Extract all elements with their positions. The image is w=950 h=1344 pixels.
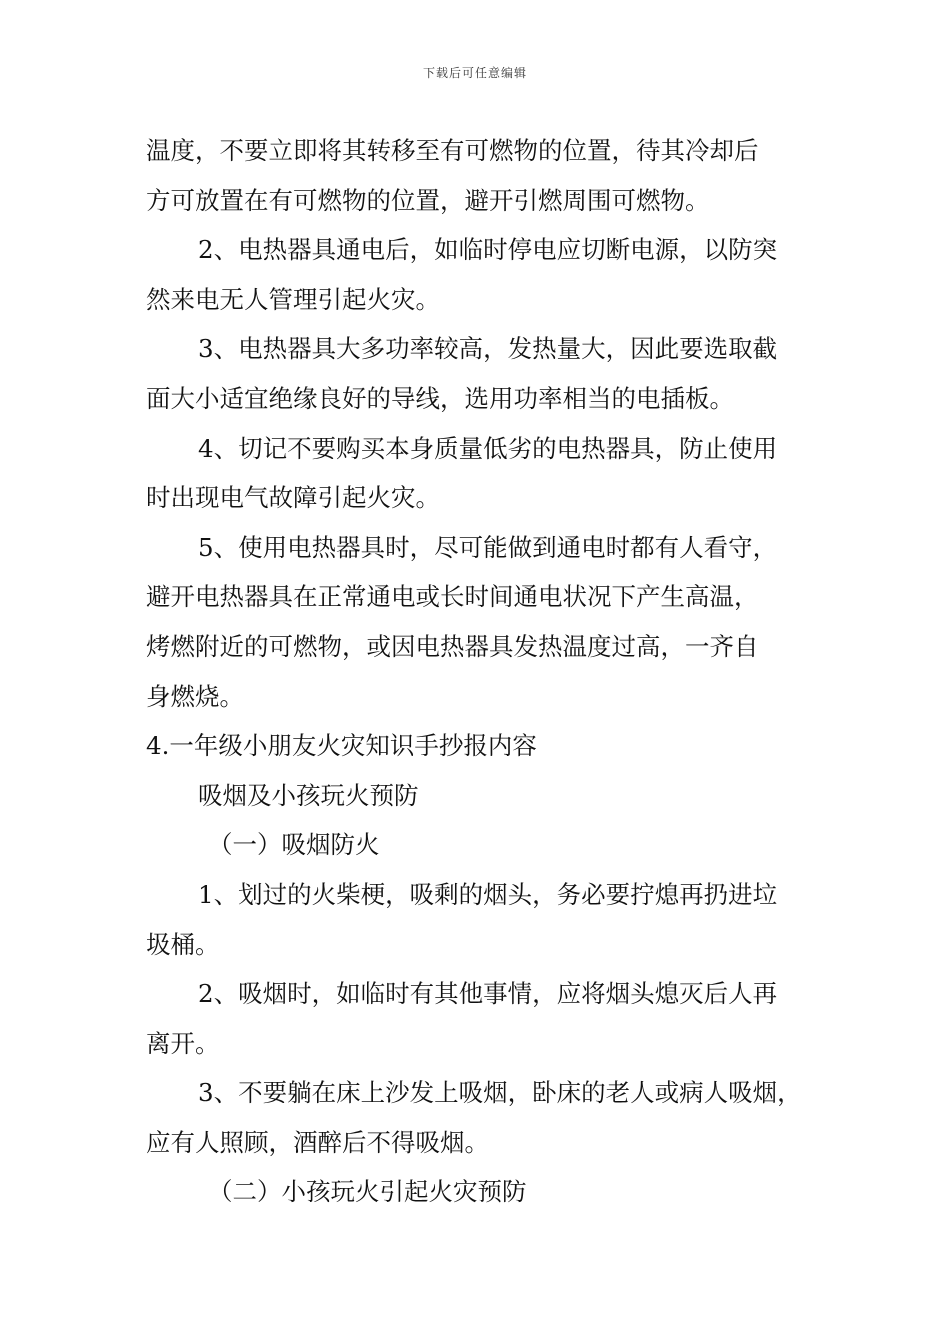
list-item: 3、电热器具大多功率较高，发热量大，因此要选取截 bbox=[198, 334, 778, 364]
list-item: 2、电热器具通电后，如临时停电应切断电源，以防突 bbox=[198, 235, 778, 265]
text-line: 应有人照顾，酒醉后不得吸烟。 bbox=[146, 1127, 489, 1157]
text-line: 烤燃附近的可燃物，或因电热器具发热温度过高，一齐自 bbox=[146, 631, 759, 661]
text-line: 身燃烧。 bbox=[146, 681, 244, 711]
text-line: 离开。 bbox=[146, 1028, 220, 1058]
list-item: 2、吸烟时，如临时有其他事情，应将烟头熄灭后人再 bbox=[198, 979, 778, 1009]
list-item: 4、切记不要购买本身质量低劣的电热器具，防止使用 bbox=[198, 433, 778, 463]
subsection-heading: （二）小孩玩火引起火灾预防 bbox=[208, 1177, 527, 1207]
text-line: 面大小适宜绝缘良好的导线，选用功率相当的电插板。 bbox=[146, 383, 734, 413]
text-line: 温度，不要立即将其转移至有可燃物的位置，待其冷却后 bbox=[146, 136, 759, 165]
text-line: 时出现电气故障引起火灾。 bbox=[146, 483, 440, 513]
subsection-heading: 吸烟及小孩玩火预防 bbox=[198, 780, 419, 810]
page-header: 下载后可任意编辑 bbox=[422, 66, 527, 80]
text-line: 方可放置在有可燃物的位置，避开引燃周围可燃物。 bbox=[146, 185, 710, 215]
text-line: 然来电无人管理引起火灾。 bbox=[146, 284, 440, 314]
subsection-heading: （一）吸烟防火 bbox=[208, 830, 380, 860]
list-item: 5、使用电热器具时，尽可能做到通电时都有人看守， bbox=[198, 532, 778, 562]
text-line: 圾桶。 bbox=[146, 929, 220, 959]
text-line: 避开电热器具在正常通电或长时间通电状况下产生高温， bbox=[146, 582, 759, 612]
list-item: 1、划过的火柴梗，吸剩的烟头，务必要拧熄再扔进垃 bbox=[198, 879, 778, 909]
section-heading: 4.一年级小朋友火灾知识手抄报内容 bbox=[146, 731, 537, 761]
document-body bbox=[146, 126, 810, 1217]
list-item: 3、不要躺在床上沙发上吸烟，卧床的老人或病人吸烟， bbox=[198, 1078, 802, 1108]
